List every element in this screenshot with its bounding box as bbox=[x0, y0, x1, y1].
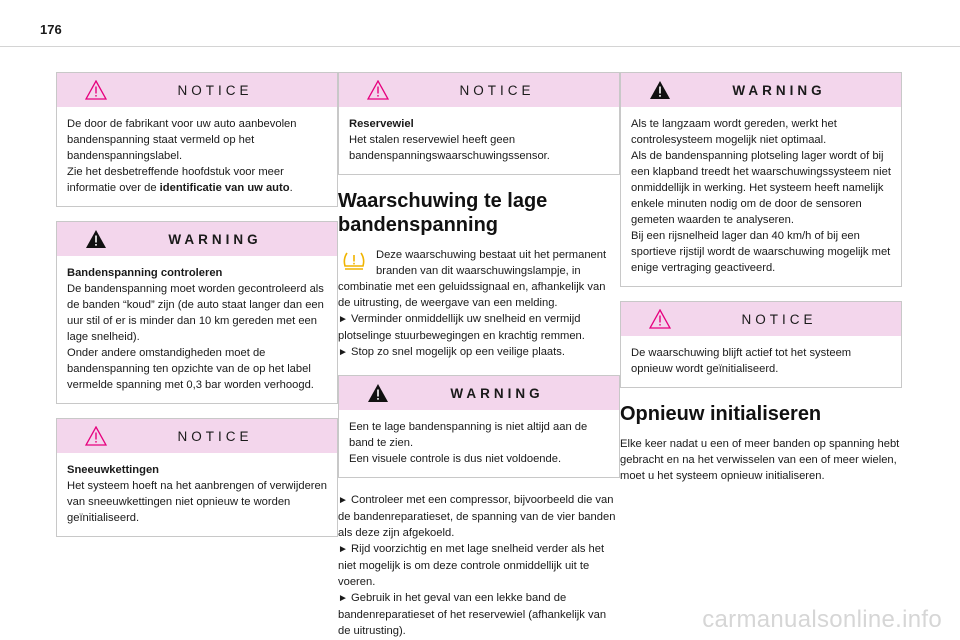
notice-triangle-icon bbox=[85, 426, 107, 446]
notice-body bbox=[57, 107, 337, 206]
notice-header bbox=[621, 302, 901, 336]
notice-triangle-icon bbox=[85, 80, 107, 100]
warning-triangle-icon bbox=[649, 80, 671, 100]
warning-box-slow-driving bbox=[620, 72, 902, 287]
bullet-text: Rijd voorzichtig en met lage snelheid verder als het niet mogelijk is om deze controle onmiddellijk uit te voeren. bbox=[338, 543, 605, 588]
bullet-text: Stop zo snel mogelijk op een veilige plaats. bbox=[351, 346, 565, 358]
intro-text: Deze waarschuwing bestaat uit het permanent branden van dit waarschuwingslampje, in combinatie met een geluidssignaal en, afhankelijk van de uitrusting, de weergave van een melding. bbox=[338, 249, 607, 309]
bullet-item bbox=[338, 344, 620, 361]
warning-box-check-pressure bbox=[56, 221, 338, 404]
notice-body bbox=[57, 453, 337, 536]
warning-title: WARNING bbox=[168, 231, 262, 247]
steps-block bbox=[338, 492, 620, 639]
intro-block bbox=[338, 247, 620, 361]
bullet-item bbox=[338, 311, 620, 344]
warning-text: Bij een rijsnelheid lager dan 40 km/h of bij een sportieve rijstijl wordt de waarschuwing mogelijk met enige vertraging geactiveerd. bbox=[631, 230, 891, 274]
bullet-text: Gebruik in het geval van een lekke band de bandenreparatieset of het reservewiel (afhankelijk van de uitrusting). bbox=[338, 592, 607, 637]
notice-triangle-icon bbox=[649, 309, 671, 329]
warning-text: Een te lage bandenspanning is niet altijd aan de band te zien. bbox=[349, 421, 588, 449]
notice-box-snow-chains bbox=[56, 418, 338, 537]
bullet-arrow-icon: ► bbox=[338, 495, 348, 506]
notice-text: Het systeem hoeft na het aanbrengen of verwijderen van sneeuwkettingen niet opnieuw te worden geïnitialiseerd. bbox=[67, 480, 327, 524]
bullet-text: Controleer met een compressor, bijvoorbeeld die van de bandenreparatieset, de spanning van de vier banden als deze zijn afgekoeld. bbox=[338, 494, 616, 539]
warning-text: Als te langzaam wordt gereden, werkt het controlesysteem mogelijk niet optimaal. bbox=[631, 118, 837, 146]
notice-title: NOTICE bbox=[741, 311, 817, 327]
notice-subtitle: Reservewiel bbox=[349, 118, 414, 130]
reinitialise-text: Elke keer nadat u een of meer banden op spanning hebt gebracht en na het verwisselen van een of meer wielen, moet u het systeem opnieuw initialiseren. bbox=[620, 438, 900, 482]
notice-body bbox=[339, 107, 619, 174]
notice-subtitle: Sneeuwkettingen bbox=[67, 464, 160, 476]
column-2 bbox=[338, 72, 620, 639]
bullet-arrow-icon: ► bbox=[338, 544, 348, 555]
warning-header bbox=[339, 376, 619, 410]
notice-header bbox=[57, 419, 337, 453]
header-rule bbox=[0, 46, 960, 47]
notice-text-part: Zie het desbetreffende hoofdstuk voor meer informatie over de bbox=[67, 166, 284, 194]
warning-header bbox=[57, 222, 337, 256]
warning-body bbox=[339, 410, 619, 477]
tyre-pressure-warning-icon bbox=[342, 250, 366, 272]
bullet-item bbox=[338, 541, 620, 590]
warning-text: Onder andere omstandigheden moet de bandenspanning ten opzichte van de op het label vermelde spanning met 0,3 bar worden verhoogd. bbox=[67, 347, 314, 391]
warning-header bbox=[621, 73, 901, 107]
notice-box-stays-active bbox=[620, 301, 902, 388]
warning-text: Een visuele controle is dus niet voldoende. bbox=[349, 453, 562, 465]
warning-body bbox=[621, 107, 901, 286]
bullet-item bbox=[338, 492, 620, 541]
section-heading-reinitialise: Opnieuw initialiseren bbox=[620, 403, 822, 425]
warning-text: Als de bandenspanning plotseling lager wordt of bij een klapband treedt het waarschuwingssysteem niet onmiddellijk in werking. Het systeem heeft namelijk enkele minuten nodig om de door de sensoren gemeten waarden te analyseren. bbox=[631, 150, 891, 226]
warning-body bbox=[57, 256, 337, 403]
notice-text-part: . bbox=[289, 182, 293, 194]
notice-box-factory-pressure bbox=[56, 72, 338, 207]
notice-header bbox=[339, 73, 619, 107]
watermark: carmanualsonline.info bbox=[702, 606, 942, 633]
notice-box-spare-wheel bbox=[338, 72, 620, 175]
warning-triangle-icon bbox=[367, 383, 389, 403]
section-heading-low-pressure: Waarschuwing te lage bandenspanning bbox=[338, 190, 548, 236]
column-1 bbox=[56, 72, 338, 551]
warning-text: De bandenspanning moet worden gecontroleerd als de banden “koud” zijn (de auto staat langer dan een uur stil of er is minder dan 10 km gereden met een lage snelheid). bbox=[67, 283, 324, 343]
warning-triangle-icon bbox=[85, 229, 107, 249]
warning-subtitle: Bandenspanning controleren bbox=[67, 267, 223, 279]
notice-triangle-icon bbox=[367, 80, 389, 100]
notice-header bbox=[57, 73, 337, 107]
bullet-item bbox=[338, 590, 620, 639]
page-number: 176 bbox=[40, 22, 62, 37]
notice-title: NOTICE bbox=[177, 428, 253, 444]
bullet-arrow-icon: ► bbox=[338, 314, 348, 325]
column-3 bbox=[620, 72, 902, 484]
notice-title: NOTICE bbox=[177, 82, 253, 98]
warning-title: WARNING bbox=[450, 385, 544, 401]
notice-title: NOTICE bbox=[459, 82, 535, 98]
bullet-arrow-icon: ► bbox=[338, 593, 348, 604]
notice-body bbox=[621, 336, 901, 387]
notice-text: Het stalen reservewiel heeft geen bandenspanningswaarschuwingssensor. bbox=[349, 134, 550, 162]
notice-text: De door de fabrikant voor uw auto aanbevolen bandenspanning staat vermeld op het bandenspanningslabel. bbox=[67, 118, 297, 162]
link-vehicle-identification: identificatie van uw auto bbox=[159, 182, 290, 194]
bullet-text: Verminder onmiddellijk uw snelheid en vermijd plotselinge stuurbewegingen en krachtig remmen. bbox=[338, 313, 585, 342]
warning-title: WARNING bbox=[732, 82, 826, 98]
bullet-arrow-icon: ► bbox=[338, 347, 348, 358]
notice-text: De waarschuwing blijft actief tot het systeem opnieuw wordt geïnitialiseerd. bbox=[631, 347, 852, 375]
notice-text bbox=[67, 164, 327, 196]
warning-box-visual-check bbox=[338, 375, 620, 478]
